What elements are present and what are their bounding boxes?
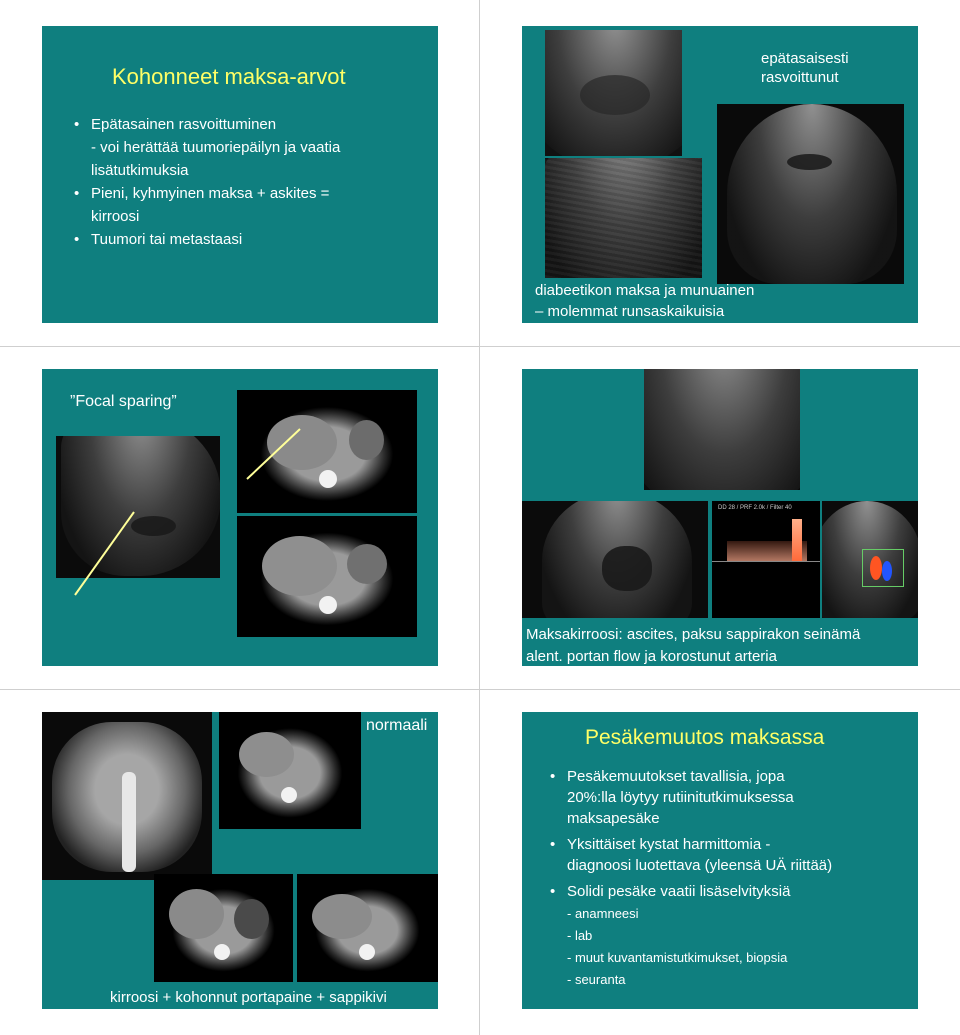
slide-title: Pesäkemuutos maksassa bbox=[585, 726, 825, 749]
slide-title: Kohonneet maksa-arvot bbox=[112, 64, 346, 89]
ultrasound-image-ascites bbox=[644, 369, 800, 490]
image-caption: kirroosi + kohonnut portapaine + sappikivi bbox=[110, 989, 387, 1006]
bullet-text: Solidi pesäke vaatii lisäselvityksiä bbox=[567, 883, 791, 900]
sub-item-text: - anamneesi bbox=[567, 906, 639, 921]
bullet-text: Yksittäiset kystat harmittomia - bbox=[567, 836, 771, 853]
bullet-continuation bbox=[550, 789, 910, 810]
label-normaali: normaali bbox=[366, 717, 428, 734]
color-doppler-image bbox=[822, 501, 918, 618]
ct-image-axial-cirrhosis-2 bbox=[297, 874, 438, 982]
image-caption bbox=[526, 624, 860, 666]
slide-kohonneet-maksa-arvot bbox=[42, 26, 438, 323]
slide-ultrasound-fatty-liver bbox=[522, 26, 918, 323]
arrow-overlay bbox=[42, 369, 438, 666]
bullet-item bbox=[550, 836, 910, 857]
ultrasound-image-fatty-liver bbox=[717, 104, 904, 284]
arrow-line-ct bbox=[247, 429, 300, 479]
caption-line: Maksakirroosi: ascites, paksu sappirakon seinämä bbox=[526, 626, 861, 643]
grid-divider-vertical bbox=[479, 0, 480, 1035]
doppler-spectrum-image bbox=[712, 501, 820, 618]
bullet-dot: • bbox=[550, 768, 556, 785]
bullet-text: Pieni, kyhmyinen maksa + askites = bbox=[91, 185, 330, 202]
ct-image-axial-normal bbox=[219, 712, 361, 829]
image-caption bbox=[535, 280, 754, 322]
bullet-text: kirroosi bbox=[91, 208, 140, 225]
sub-item bbox=[550, 950, 910, 972]
bullet-continuation bbox=[74, 162, 429, 185]
label-line: rasvoittunut bbox=[761, 69, 839, 86]
image-label-top bbox=[761, 49, 849, 87]
bullet-continuation bbox=[74, 139, 429, 162]
bullet-text: maksapesäke bbox=[567, 810, 660, 827]
bullet-dot: • bbox=[74, 116, 80, 133]
slide-focal-sparing bbox=[42, 369, 438, 666]
bullet-dot: • bbox=[550, 836, 556, 853]
sub-item-text: - seuranta bbox=[567, 972, 626, 987]
sub-item bbox=[550, 928, 910, 950]
slide-pesakemuutos-maksassa bbox=[522, 712, 918, 1009]
bullet-dot: • bbox=[74, 185, 80, 202]
bullet-dot: • bbox=[550, 883, 556, 900]
ct-image-axial-cirrhosis-1 bbox=[154, 874, 293, 982]
bullet-text: lisätutkimuksia bbox=[91, 162, 189, 179]
sub-item-text: - muut kuvantamistutkimukset, biopsia bbox=[567, 950, 788, 965]
arrow-line-ultrasound bbox=[75, 512, 134, 595]
bullet-text: Tuumori tai metastaasi bbox=[91, 231, 243, 248]
bullet-item bbox=[74, 231, 429, 254]
slide-bullet-list bbox=[74, 116, 429, 254]
sub-item bbox=[550, 906, 910, 928]
bullet-item bbox=[550, 883, 910, 906]
grid-divider-h2 bbox=[0, 689, 960, 690]
slide-maksakirroosi bbox=[522, 369, 918, 666]
bullet-item bbox=[74, 185, 429, 208]
bullet-text: Pesäkemuutokset tavallisia, jopa bbox=[567, 768, 785, 785]
caption-line: diabeetikon maksa ja munuainen bbox=[535, 282, 755, 299]
bullet-item bbox=[550, 768, 910, 789]
caption-line: – molemmat runsaskaikuisia bbox=[535, 303, 725, 320]
sub-item bbox=[550, 972, 910, 994]
ultrasound-image-kidney bbox=[545, 30, 682, 156]
bullet-text: 20%:lla löytyy rutiinitutkimuksessa bbox=[567, 789, 794, 806]
caption-line: alent. portan flow ja korostunut arteria bbox=[526, 648, 777, 665]
slide-kirroosi-ct bbox=[42, 712, 438, 1009]
label-line: epätasaisesti bbox=[761, 50, 849, 67]
ultrasound-image-gallbladder bbox=[522, 501, 708, 618]
bullet-text: diagnoosi luotettava (yleensä UÄ riittää) bbox=[567, 857, 833, 874]
bullet-continuation bbox=[74, 208, 429, 231]
ultrasound-image-liver bbox=[545, 158, 702, 278]
ct-image-coronal bbox=[42, 712, 212, 880]
bullet-text: - voi herättää tuumoriepäilyn ja vaatia bbox=[91, 139, 341, 156]
bullet-dot: • bbox=[74, 231, 80, 248]
bullet-continuation bbox=[550, 810, 910, 836]
slide-bullet-list bbox=[550, 768, 910, 994]
bullet-item bbox=[74, 116, 429, 139]
bullet-continuation bbox=[550, 857, 910, 883]
focal-sparing-label: ”Focal sparing” bbox=[70, 393, 177, 410]
doppler-header: DD 28 / PRF 2.0k / Filter 40 bbox=[718, 505, 792, 511]
bullet-text: Epätasainen rasvoittuminen bbox=[91, 116, 277, 133]
grid-divider-h1 bbox=[0, 346, 960, 347]
sub-item-text: - lab bbox=[567, 928, 593, 943]
